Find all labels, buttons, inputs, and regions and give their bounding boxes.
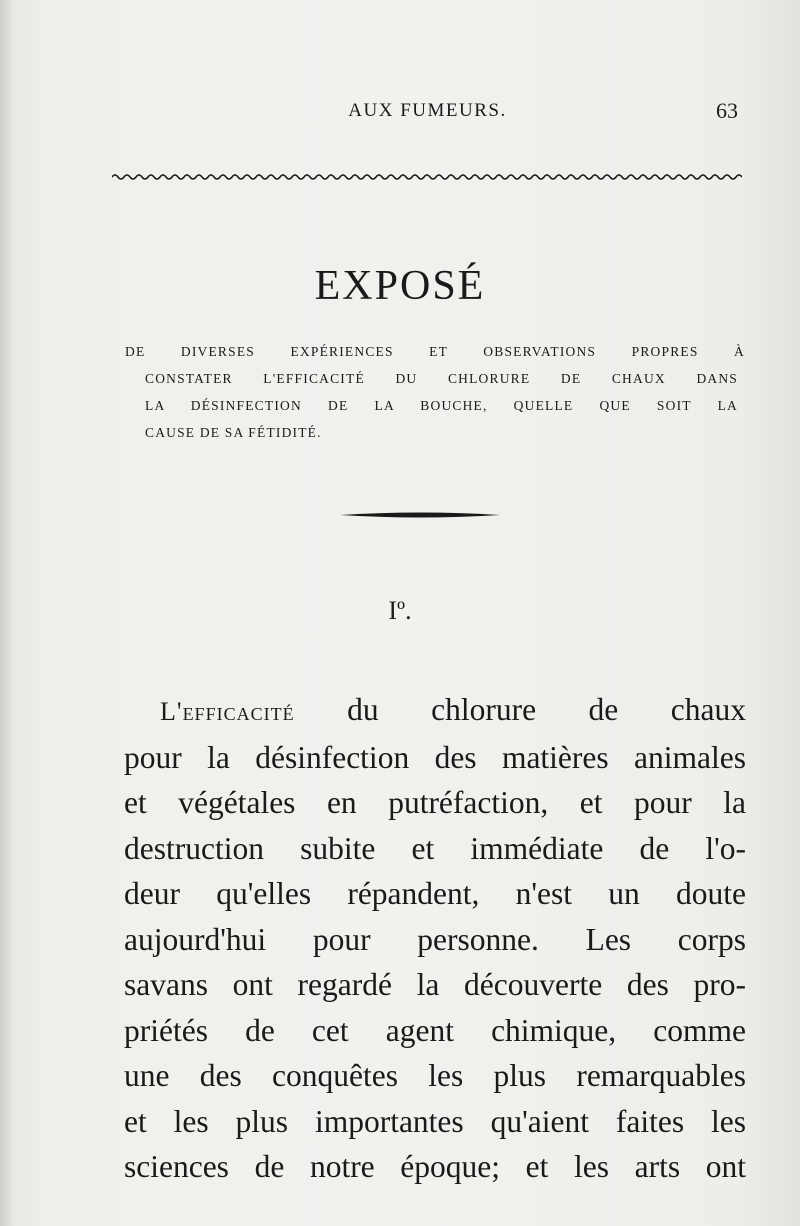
subtitle-line: CONSTATER L'EFFICACITÉ DU CHLORURE DE CHAUX DANS — [145, 371, 738, 386]
body-line: et les plus importantes qu'aient faites les — [124, 1103, 746, 1139]
body-line: savans ont regardé la découverte des pro- — [124, 967, 746, 1002]
running-head — [115, 98, 740, 128]
body-line: priétés de cet agent chimique, comme — [124, 1012, 746, 1048]
ornamental-divider — [0, 508, 800, 522]
subtitle-line: CAUSE DE SA FÉTIDITÉ. — [145, 425, 322, 440]
body-line: deur qu'elles répandent, n'est un doute — [124, 876, 746, 911]
body-line: et végétales en putréfaction, et pour la — [124, 785, 746, 820]
subtitle — [125, 338, 745, 365]
lead-rest: du chlorure de chaux — [347, 692, 747, 727]
body-line: une des conquêtes les plus remarquables — [124, 1058, 746, 1093]
page-number: 63 — [716, 98, 738, 123]
body-line: destruction subite et immédiate de l'o- — [124, 830, 746, 866]
section-heading: EXPOSÉ — [314, 263, 486, 309]
subtitle-line: LA DÉSINFECTION DE LA BOUCHE, QUELLE QUE SOIT LA — [145, 398, 738, 413]
body-paragraph — [124, 687, 746, 1190]
lead-words: L'efficacité — [160, 697, 295, 726]
wavy-rule — [112, 170, 742, 184]
body-line: sciences de notre époque; et les arts ont — [124, 1149, 746, 1184]
running-title: AUX FUMEURS. — [348, 100, 507, 121]
subtitle — [145, 365, 738, 446]
section-number: Iº. — [388, 596, 412, 625]
body-line: pour la désinfection des matières animales — [124, 739, 746, 775]
subtitle-line: DE DIVERSES EXPÉRIENCES ET OBSERVATIONS PROPRES À — [125, 344, 745, 359]
body-line: aujourd'hui pour personne. Les corps — [124, 921, 746, 957]
body-line — [124, 687, 746, 735]
